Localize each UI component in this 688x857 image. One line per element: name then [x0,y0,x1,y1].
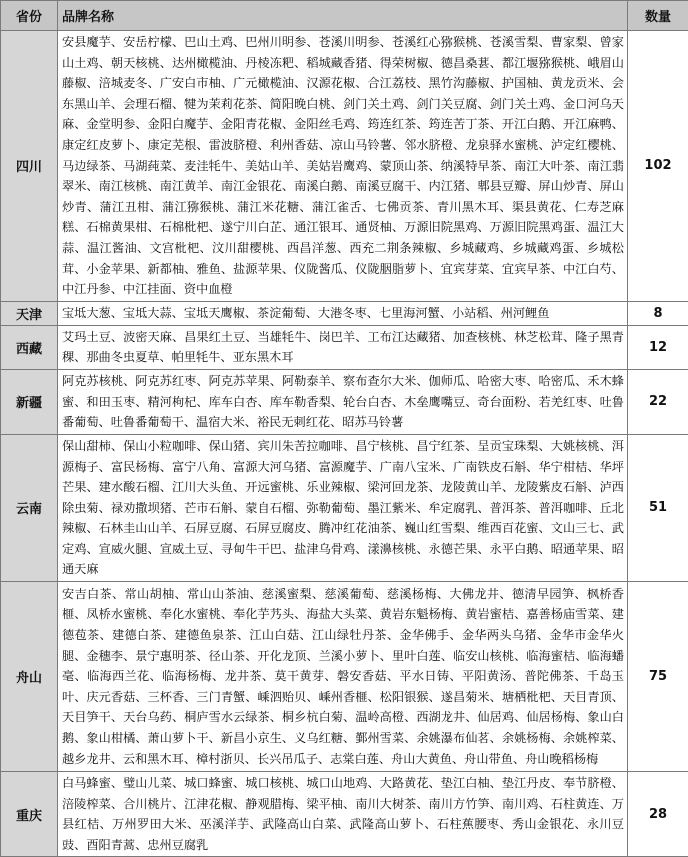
table-row [1,31,688,302]
brands-cell: 安县魔芋、安岳柠檬、巴山土鸡、巴州川明参、苍溪川明参、苍溪红心猕猴桃、苍溪雪梨、曹家梨、曾家山土鸡、朝天核桃、达州橄榄油、丹棱冻粑、稻城藏香猪、得荣树椒、德昌桑葚、都江堰猕猴桃、峨眉山藤椒、涪城麦冬、广安白市柚、广元橄榄油、汉源花椒、合江荔枝、黑竹沟藤椒、护国柚、黄龙贡米、会东黑山羊、会理石榴、犍为茉莉花茶、简阳晚白桃、剑门关土鸡、剑门关豆腐、剑门关土鸡、金口河乌天麻、金堂明参、金阳白魔芋、金阳青花椒、金阳丝毛鸡、筠连红茶、筠连苦丁茶、开江白鹅、开江麻鸭、康定红皮萝卜、康定芜根、雷波脐橙、利州香菇、凉山马铃薯、邻水脐橙、龙泉驿水蜜桃、泸定红樱桃、马边绿茶、马湖莼菜、麦洼牦牛、美姑山羊、美姑岩鹰鸡、蒙顶山茶、纳溪特早茶、南江大叶茶、南江翡翠米、南江核桃、南江黄羊、南江金银花、南溪白鹅、南溪豆腐干、内江猪、郫县豆瓣、屏山炒青、屏山炒青、蒲江丑柑、蒲江猕猴桃、蒲江米花糖、蒲江雀舌、七佛贡茶、青川黑木耳、渠县黄花、仁寿芝麻糕、石棉黄果柑、石棉枇杷、遂宁川白芷、通江银耳、通贤柚、万源旧院黑鸡、万源旧院黑鸡蛋、温江大蒜、温江酱油、文宫枇杷、汶川甜樱桃、西昌洋葱、西充二荆条辣椒、乡城藏鸡、乡城藏鸡蛋、乡城松茸、小金苹果、新都柚、雅鱼、盐源苹果、仪陇酱瓜、仪陇胭脂萝卜、宜宾芽菜、宜宾早茶、中江白芍、中江丹参、中江挂面、资中血橙 [58,31,628,302]
table-row [1,369,688,434]
header-count: 数量 [628,1,688,31]
brands-cell: 安吉白茶、常山胡柚、常山山茶油、慈溪蜜梨、慈溪葡萄、慈溪杨梅、大佛龙井、德清早园笋、枫桥香榧、凤桥水蜜桃、奉化水蜜桃、奉化芋艿头、海盐大头菜、黄岩东魁杨梅、黄岩蜜桔、嘉善杨庙雪菜、建德苞茶、建德白茶、建德鱼泉茶、江山白菇、江山绿牡丹茶、金华佛手、金华两头乌猪、金华市金华火腿、金穗李、景宁惠明茶、径山茶、开化龙顶、兰溪小萝卜、里叶白莲、临安山核桃、临海蜜桔、临海蟠毫、临海西兰花、临海杨梅、龙井茶、莫干黄芽、磐安香菇、平水日铸、平阳黄汤、普陀佛茶、千岛玉叶、庆元香菇、三杯香、三门青蟹、嵊泗贻贝、嵊州香榧、松阳银猴、遂昌菊米、塘栖枇杷、天目青顶、天目笋干、天台乌药、桐庐雪水云绿茶、桐乡杭白菊、温岭高橙、西湖龙井、仙居鸡、仙居杨梅、象山白鹅、象山柑橘、萧山萝卜干、新昌小京生、义乌红糖、鄞州雪菜、余姚瀑布仙茗、余姚杨梅、余姚榨菜、越乡龙井、云和黑木耳、樟村浙贝、长兴吊瓜子、志棠白莲、舟山大黄鱼、舟山带鱼、舟山晚稻杨梅 [58,582,628,772]
table-row [1,301,688,325]
count-cell: 102 [628,31,688,302]
count-cell: 51 [628,434,688,581]
count-cell: 8 [628,301,688,325]
province-cell: 新疆 [1,369,58,434]
brands-cell: 艾玛土豆、波密天麻、昌果红土豆、当雄牦牛、岗巴羊、工布江达藏猪、加查核桃、林芝松茸、隆子黑青稞、那曲冬虫夏草、帕里牦牛、亚东黑木耳 [58,325,628,369]
count-cell: 12 [628,325,688,369]
brands-cell: 白马蜂蜜、璧山儿菜、城口蜂蜜、城口核桃、城口山地鸡、大路黄花、垫江白柚、垫江丹皮、奉节脐橙、涪陵榨菜、合川桃片、江津花椒、静观腊梅、梁平柚、南川大树茶、南川方竹笋、南川鸡、石柱黄连、万县红桔、万州罗田大米、巫溪洋芋、武隆高山白菜、武隆高山萝卜、石柱蕉腰枣、秀山金银花、永川豆豉、酉阳青蒿、忠州豆腐乳 [58,772,628,857]
brands-cell: 宝坻大葱、宝坻大蒜、宝坻天鹰椒、茶淀葡萄、大港冬枣、七里海河蟹、小站稻、州河鲤鱼 [58,301,628,325]
brands-cell: 保山甜柿、保山小粒咖啡、保山猪、宾川朱苦拉咖啡、昌宁核桃、昌宁红茶、呈贡宝珠梨、大姚核桃、洱源梅子、富民杨梅、富宁八角、富源大河乌猪、富源魔芋、广南八宝米、广南铁皮石斛、华宁柑桔、华坪芒果、建水酸石榴、江川大头鱼、开远蜜桃、乐业辣椒、梁河回龙茶、龙陵黄山羊、龙陵紫皮石斛、泸西除虫菊、禄劝撒坝猪、芒市石斛、蒙自石榴、弥勒葡萄、墨江紫米、牟定腐乳、普洱茶、普洱咖啡、丘北辣椒、石林圭山山羊、石屏豆腐、石屏豆腐皮、腾冲红花油茶、巍山红雪梨、维西百花蜜、文山三七、武定鸡、宣威火腿、宣威土豆、寻甸牛干巴、盐津乌骨鸡、漾濞核桃、永德芒果、永平白鹅、昭通苹果、昭通天麻 [58,434,628,581]
province-cell: 天津 [1,301,58,325]
table-row [1,434,688,581]
province-cell: 四川 [1,31,58,302]
header-province: 省份 [1,1,58,31]
table-row [1,582,688,772]
province-cell: 云南 [1,434,58,581]
count-cell: 28 [628,772,688,857]
province-cell: 舟山 [1,582,58,772]
table-header-row [1,1,688,31]
table-row [1,325,688,369]
brands-cell: 阿克苏核桃、阿克苏红枣、阿克苏苹果、阿勒泰羊、察布查尔大米、伽师瓜、哈密大枣、哈密瓜、禾木蜂蜜、和田玉枣、精河枸杞、库车白杏、库车勒香梨、轮台白杏、木垒鹰嘴豆、奇台面粉、若羌红枣、吐鲁番葡萄、吐鲁番葡萄干、温宿大米、裕民无刺红花、昭苏马铃薯 [58,369,628,434]
province-cell: 西藏 [1,325,58,369]
province-cell: 重庆 [1,772,58,857]
count-cell: 75 [628,582,688,772]
header-brands: 品牌名称 [58,1,628,31]
count-cell: 22 [628,369,688,434]
table-row [1,772,688,857]
